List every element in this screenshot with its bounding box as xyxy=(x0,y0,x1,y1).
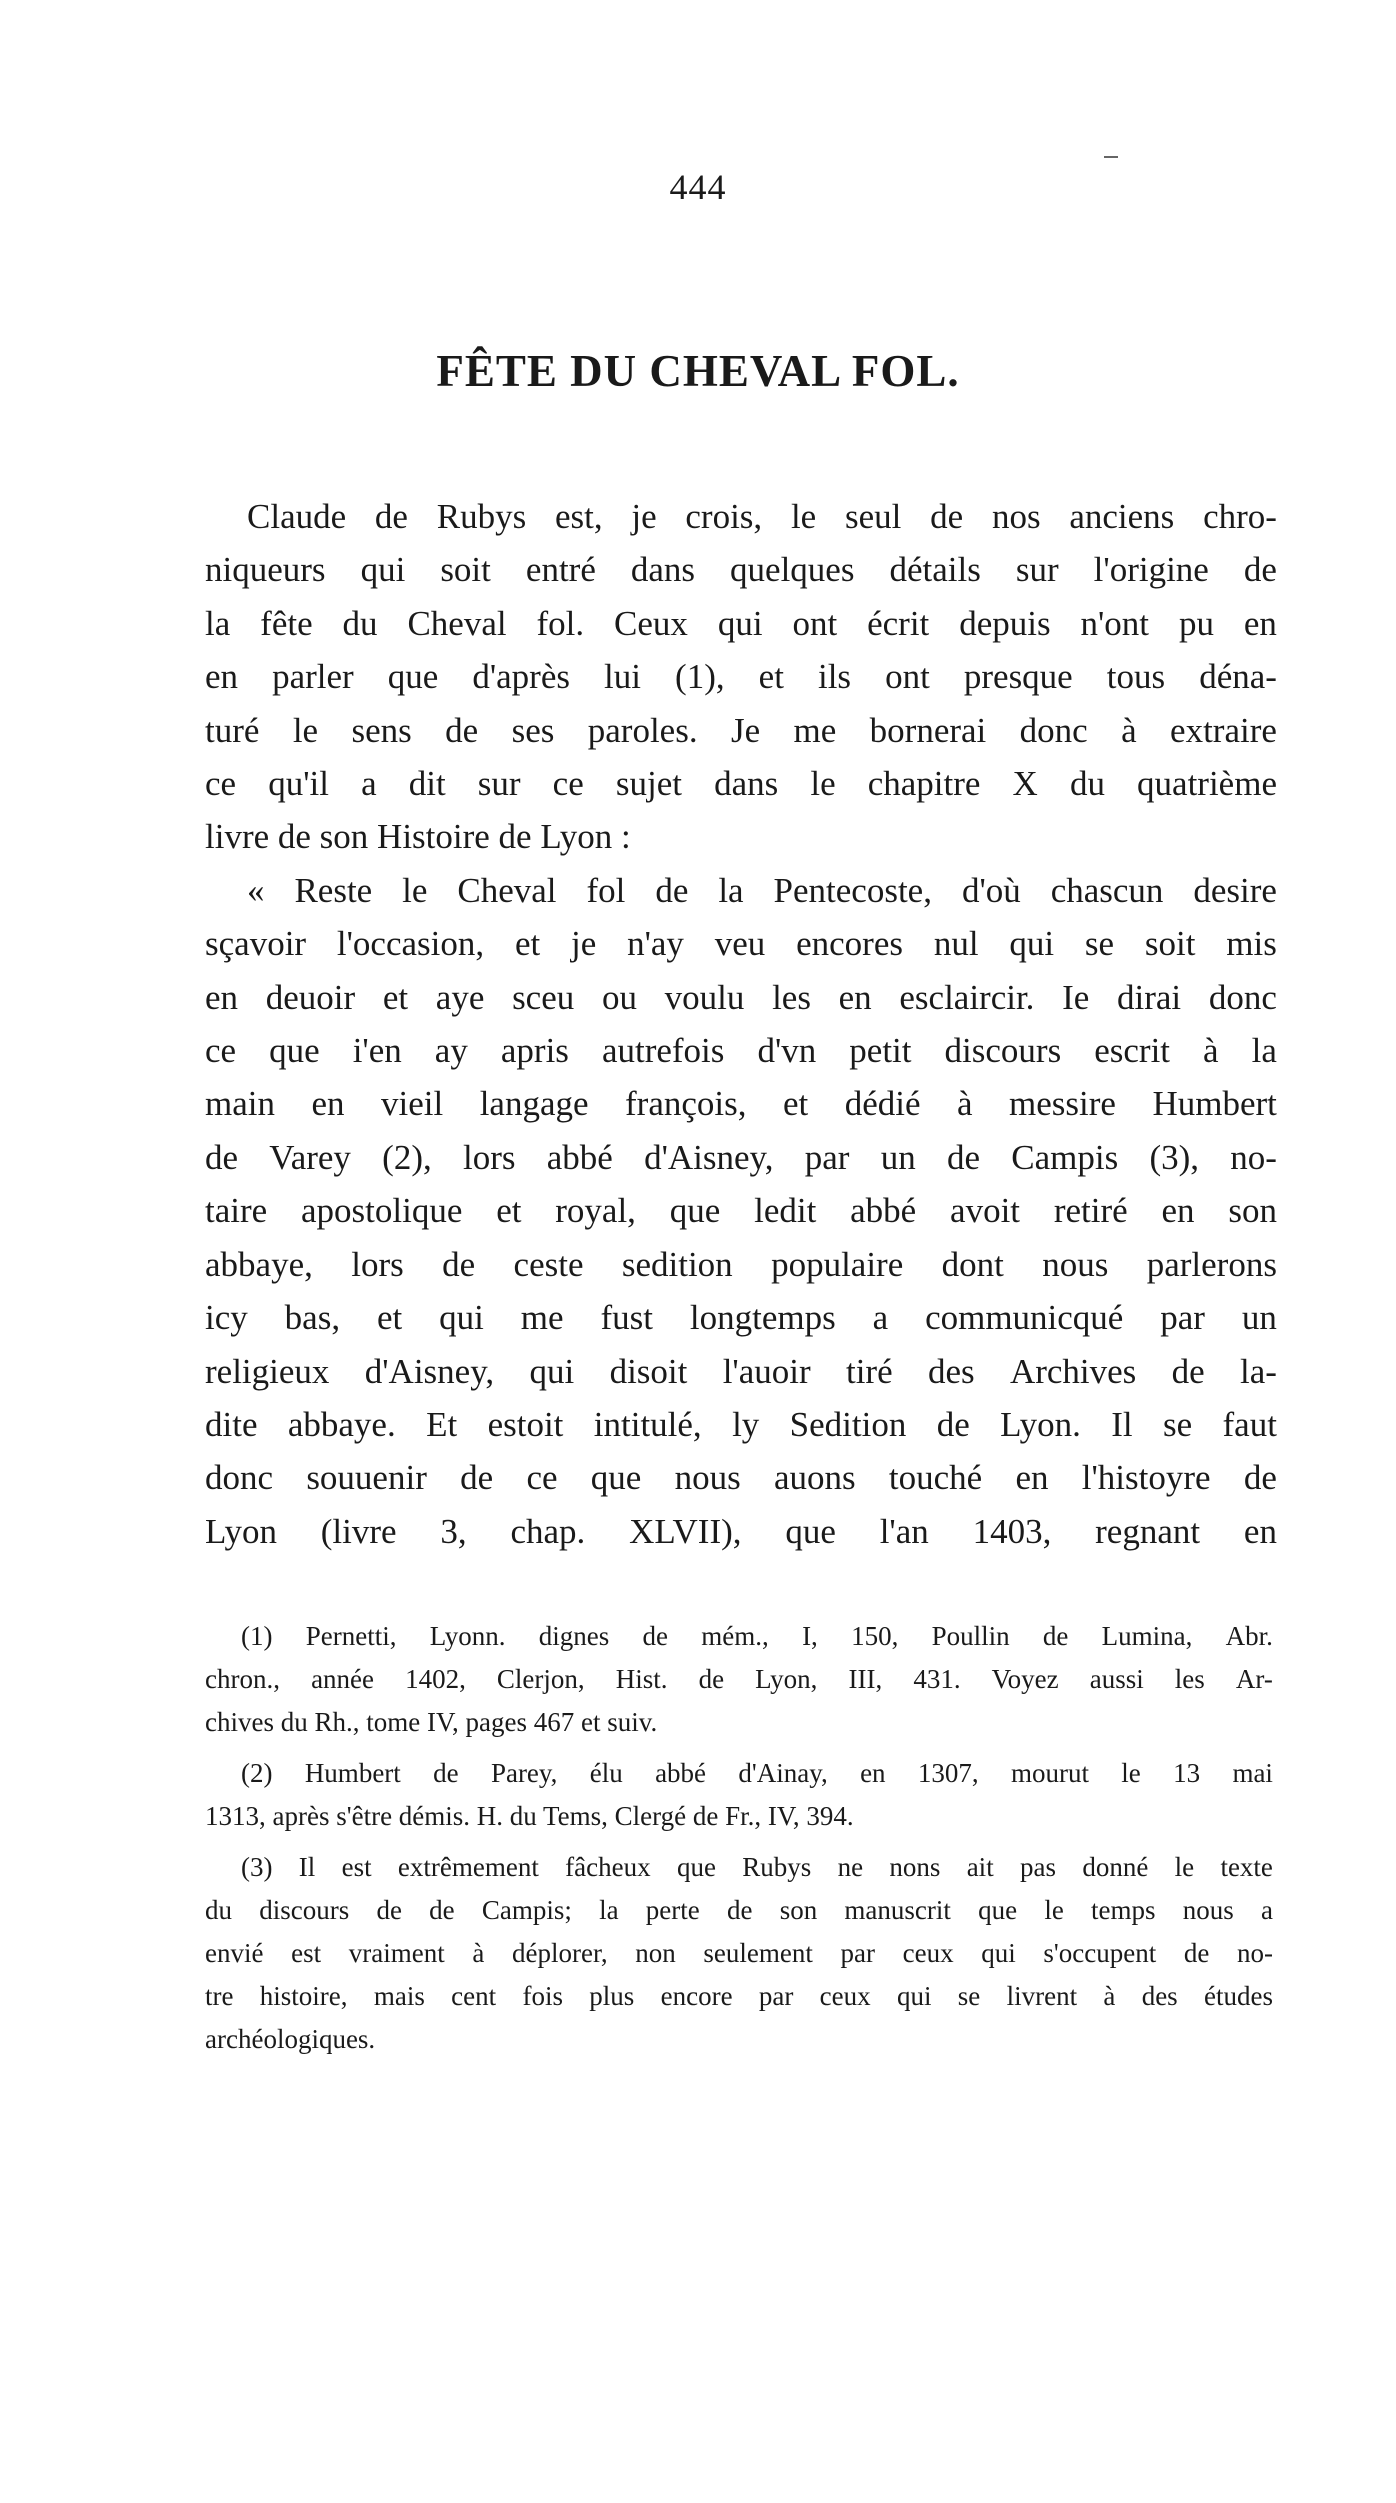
footnote-line: du discours de de Campis; la perte de son manuscrit que le temps nous a xyxy=(205,1895,1273,1925)
footnote-line: chron., année 1402, Clerjon, Hist. de Lyon, III, 431. Voyez aussi les Ar- xyxy=(205,1664,1273,1694)
body-line: livre de son Histoire de Lyon : xyxy=(205,817,631,857)
footnotes xyxy=(205,1615,1285,2069)
chapter-title: FÊTE DU CHEVAL FOL. xyxy=(436,346,960,396)
body-line: turé le sens de ses paroles. Je me bornerai donc à extraire xyxy=(205,710,1277,750)
footnote-line: (2) Humbert de Parey, élu abbé d'Ainay, en 1307, mourut le 13 mai xyxy=(241,1758,1273,1788)
footnote-line: 1313, après s'être démis. H. du Tems, Clergé de Fr., IV, 394. xyxy=(205,1801,854,1831)
page-mark xyxy=(1104,156,1118,158)
body-line: la fête du Cheval fol. Ceux qui ont écrit depuis n'ont pu en xyxy=(205,603,1277,643)
footnote-1 xyxy=(205,1615,1285,1744)
body-line: abbaye, lors de ceste sedition populaire dont nous parlerons xyxy=(205,1244,1277,1284)
body-line: en parler que d'après lui (1), et ils ont presque tous déna- xyxy=(205,657,1277,697)
footnote-2 xyxy=(205,1752,1285,1838)
footnote-line: envié est vraiment à déplorer, non seulement par ceux qui s'occupent de no- xyxy=(205,1938,1273,1968)
footnote-line: (1) Pernetti, Lyonn. dignes de mém., I, 150, Poullin de Lumina, Abr. xyxy=(241,1621,1273,1651)
footnote-3 xyxy=(205,1846,1285,2061)
body-line: taire apostolique et royal, que ledit abbé avoit retiré en son xyxy=(205,1191,1277,1231)
body-text xyxy=(205,490,1285,1558)
footnote-line: (3) Il est extrêmement fâcheux que Rubys ne nons ait pas donné le texte xyxy=(241,1852,1273,1882)
body-line: ce que i'en ay apris autrefois d'vn petit discours escrit à la xyxy=(205,1031,1277,1071)
body-line: en deuoir et aye sceu ou voulu les en esclaircir. Ie dirai donc xyxy=(205,977,1277,1017)
footnote-line: tre histoire, mais cent fois plus encore par ceux qui se livrent à des études xyxy=(205,1981,1273,2011)
body-line: de Varey (2), lors abbé d'Aisney, par un de Campis (3), no- xyxy=(205,1137,1277,1177)
body-line: main en vieil langage françois, et dédié à messire Humbert xyxy=(205,1084,1277,1124)
body-line: donc souuenir de ce que nous auons touché en l'histoyre de xyxy=(205,1458,1277,1498)
footnote-line: archéologiques. xyxy=(205,2024,376,2054)
body-line: « Reste le Cheval fol de la Pentecoste, d'où chascun desire xyxy=(247,870,1277,910)
body-line: Claude de Rubys est, je crois, le seul de nos anciens chro- xyxy=(247,497,1277,536)
body-line: ce qu'il a dit sur ce sujet dans le chapitre X du quatrième xyxy=(205,764,1277,804)
body-line: icy bas, et qui me fust longtemps a communicqué par un xyxy=(205,1298,1277,1338)
footnote-line: chives du Rh., tome IV, pages 467 et suiv. xyxy=(205,1707,658,1737)
body-line: religieux d'Aisney, qui disoit l'auoir tiré des Archives de la- xyxy=(205,1351,1277,1391)
page-number: 444 xyxy=(669,167,727,207)
body-line: Lyon (livre 3, chap. XLVII), que l'an 1403, regnant en xyxy=(205,1511,1277,1551)
body-line: dite abbaye. Et estoit intitulé, ly Sedition de Lyon. Il se faut xyxy=(205,1404,1277,1444)
body-line: sçavoir l'occasion, et je n'ay veu encores nul qui se soit mis xyxy=(205,924,1277,964)
body-line: niqueurs qui soit entré dans quelques détails sur l'origine de xyxy=(205,550,1277,590)
